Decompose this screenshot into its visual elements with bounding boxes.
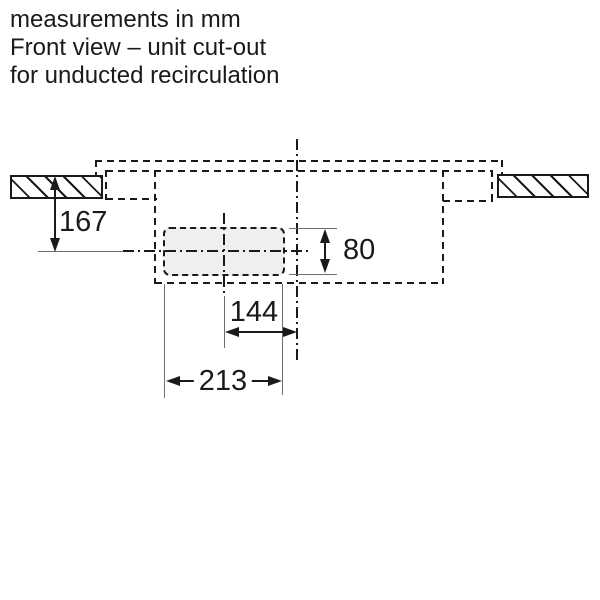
title-line-mode: for unducted recirculation xyxy=(10,62,280,89)
title-block xyxy=(10,6,279,90)
cutout-step-right-horizontal xyxy=(443,200,493,202)
dim-label-213: 213 xyxy=(194,366,252,396)
dim-line-167 xyxy=(54,182,56,242)
cutout-niche-bottom-edge xyxy=(155,282,443,284)
arrowhead-right-144-icon xyxy=(283,327,297,337)
arrowhead-down-80-icon xyxy=(320,259,330,273)
appliance-right-edge xyxy=(501,160,503,176)
cutout-step-left-vertical xyxy=(105,170,107,200)
appliance-top-edge xyxy=(95,160,503,162)
appliance-left-edge xyxy=(95,160,97,176)
arrowhead-left-213-icon xyxy=(166,376,180,386)
extension-213-right xyxy=(282,284,283,395)
arrowhead-up-167-icon xyxy=(50,176,60,190)
dim-label-144: 144 xyxy=(229,296,279,328)
dim-label-80: 80 xyxy=(343,234,376,266)
arrowhead-up-80-icon xyxy=(320,229,330,243)
arrowhead-right-213-icon xyxy=(268,376,282,386)
extension-144-left xyxy=(224,296,225,348)
title-line-units: measurements in mm xyxy=(10,6,241,33)
dim-label-167: 167 xyxy=(59,206,108,238)
cutout-niche-left-edge xyxy=(154,170,156,284)
cutout-niche-right-edge xyxy=(442,170,444,284)
cutout-step-left-horizontal xyxy=(106,198,157,200)
cutout-step-right-vertical xyxy=(491,170,493,202)
outlet-centerline-horizontal xyxy=(123,250,309,252)
outlet-centerline-vertical xyxy=(223,213,225,293)
extension-80-bottom xyxy=(289,274,337,275)
extension-213-left xyxy=(164,284,165,398)
worktop-section-right xyxy=(497,174,589,198)
title-line-view: Front view – unit cut-out xyxy=(10,34,267,61)
arrowhead-down-167-icon xyxy=(50,238,60,252)
arrowhead-left-144-icon xyxy=(225,327,239,337)
unit-top-edge xyxy=(106,170,493,172)
